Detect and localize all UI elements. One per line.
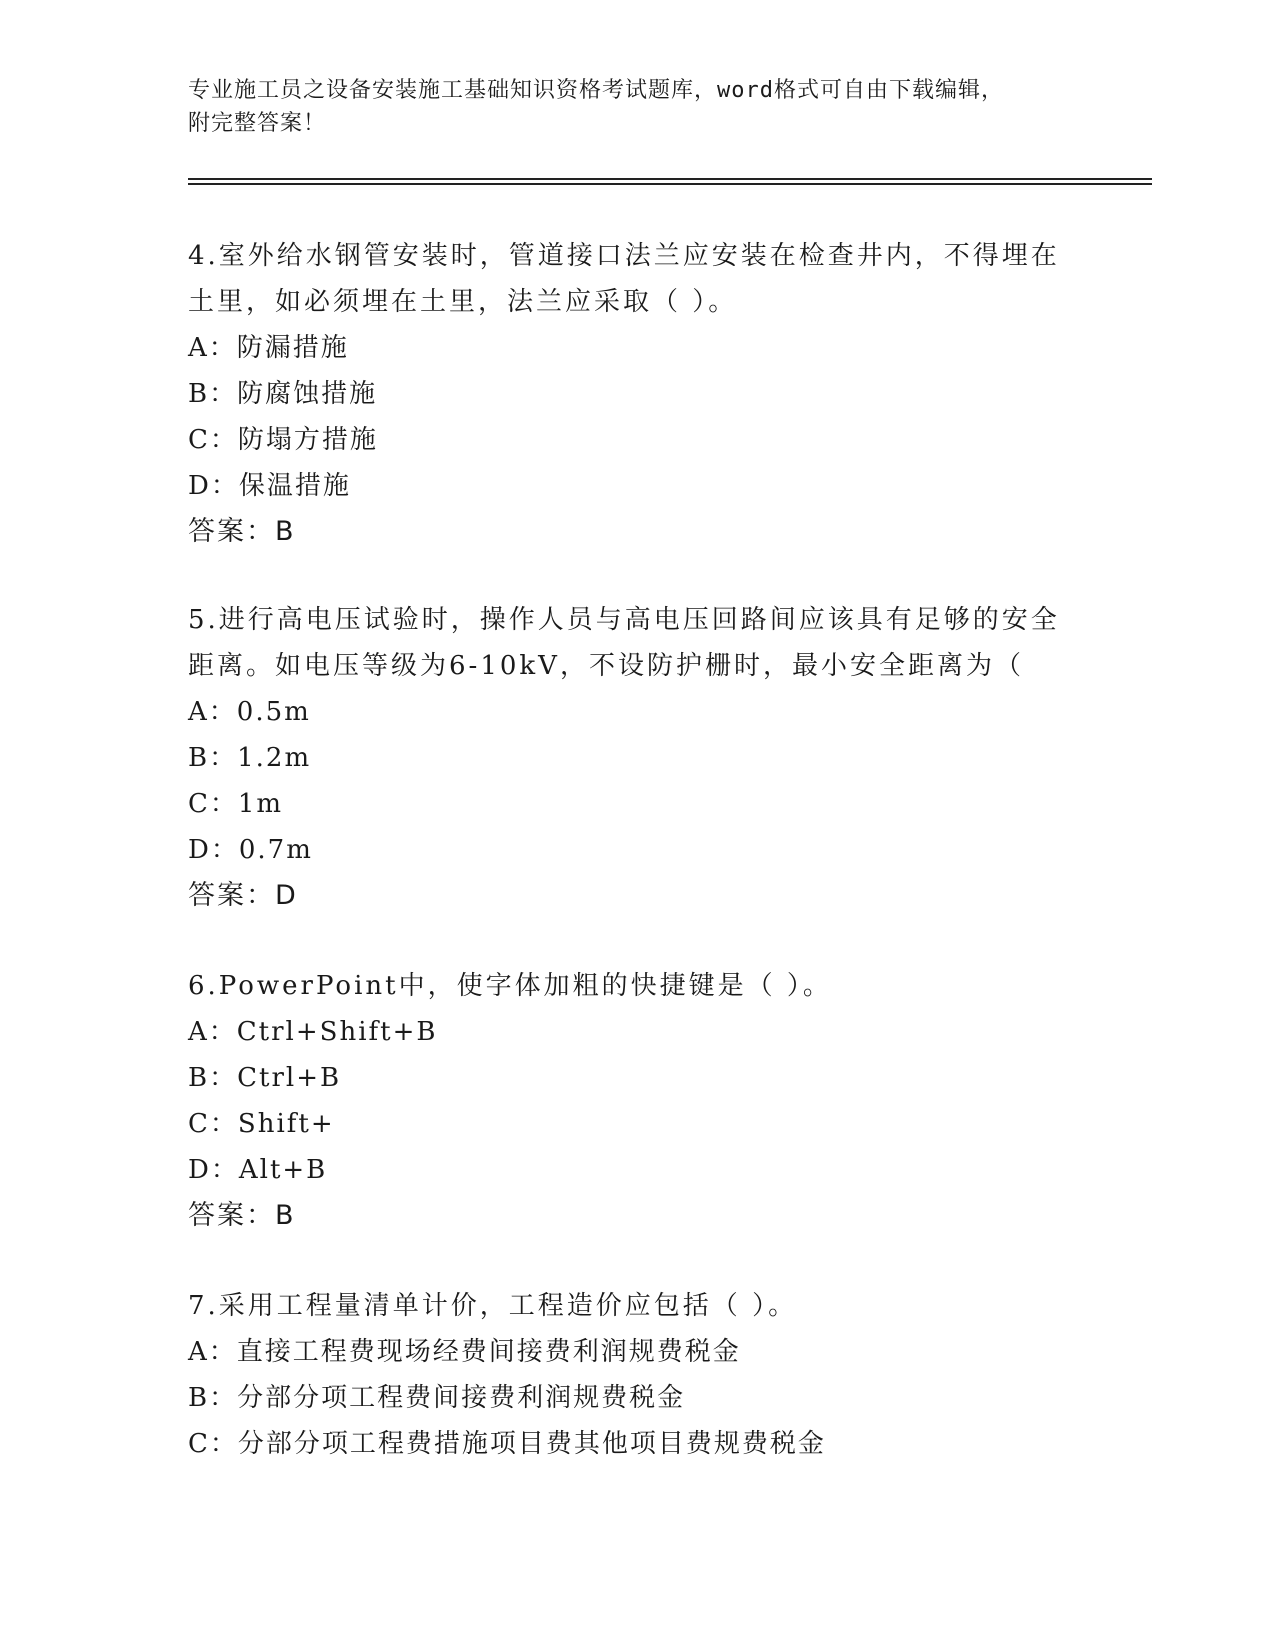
option-a: A：防漏措施 <box>188 333 349 363</box>
header-divider-bottom <box>188 183 1152 185</box>
option-d: D：保温措施 <box>188 471 351 501</box>
option-a: A：Ctrl+Shift+B <box>188 1017 438 1047</box>
header-line-2: 附完整答案！ <box>188 111 327 136</box>
question-7 <box>188 1283 1088 1467</box>
option-c: C：1m <box>188 789 284 819</box>
option-b: B：防腐蚀措施 <box>188 379 378 409</box>
option-a: A：直接工程费现场经费间接费利润规费税金 <box>188 1337 741 1367</box>
question-6 <box>188 963 1088 1239</box>
answer: 答案：B <box>188 516 296 547</box>
answer: 答案：D <box>188 880 298 911</box>
header-line-1: 专业施工员之设备安装施工基础知识资格考试题库，word格式可自由下载编辑， <box>188 78 1004 103</box>
option-c: C：防塌方措施 <box>188 425 378 455</box>
question-stem-line: 土里，如必须埋在土里，法兰应采取（ ）。 <box>188 287 738 317</box>
question-stem-line: 7.采用工程量清单计价，工程造价应包括（ ）。 <box>188 1291 798 1321</box>
option-d: D：0.7m <box>188 835 313 865</box>
option-b: B：Ctrl+B <box>188 1063 342 1093</box>
option-b: B：1.2m <box>188 743 312 773</box>
option-b: B：分部分项工程费间接费利润规费税金 <box>188 1383 686 1413</box>
option-d: D：Alt+B <box>188 1155 328 1185</box>
question-5 <box>188 597 1088 919</box>
question-stem-line: 6.PowerPoint中，使字体加粗的快捷键是（ ）。 <box>188 971 832 1001</box>
document-header <box>188 74 1068 140</box>
answer: 答案：B <box>188 1200 296 1231</box>
question-4 <box>188 233 1088 555</box>
question-stem-line: 距离。如电压等级为6-10kV，不设防护栅时，最小安全距离为（ <box>188 651 1024 681</box>
question-stem-line: 4.室外给水钢管安装时，管道接口法兰应安装在检查井内，不得埋在 <box>188 241 1060 271</box>
header-divider-top <box>188 178 1152 180</box>
option-c: C：Shift+ <box>188 1109 335 1139</box>
option-c: C：分部分项工程费措施项目费其他项目费规费税金 <box>188 1429 826 1459</box>
question-stem-line: 5.进行高电压试验时，操作人员与高电压回路间应该具有足够的安全 <box>188 605 1060 635</box>
option-a: A：0.5m <box>188 697 311 727</box>
